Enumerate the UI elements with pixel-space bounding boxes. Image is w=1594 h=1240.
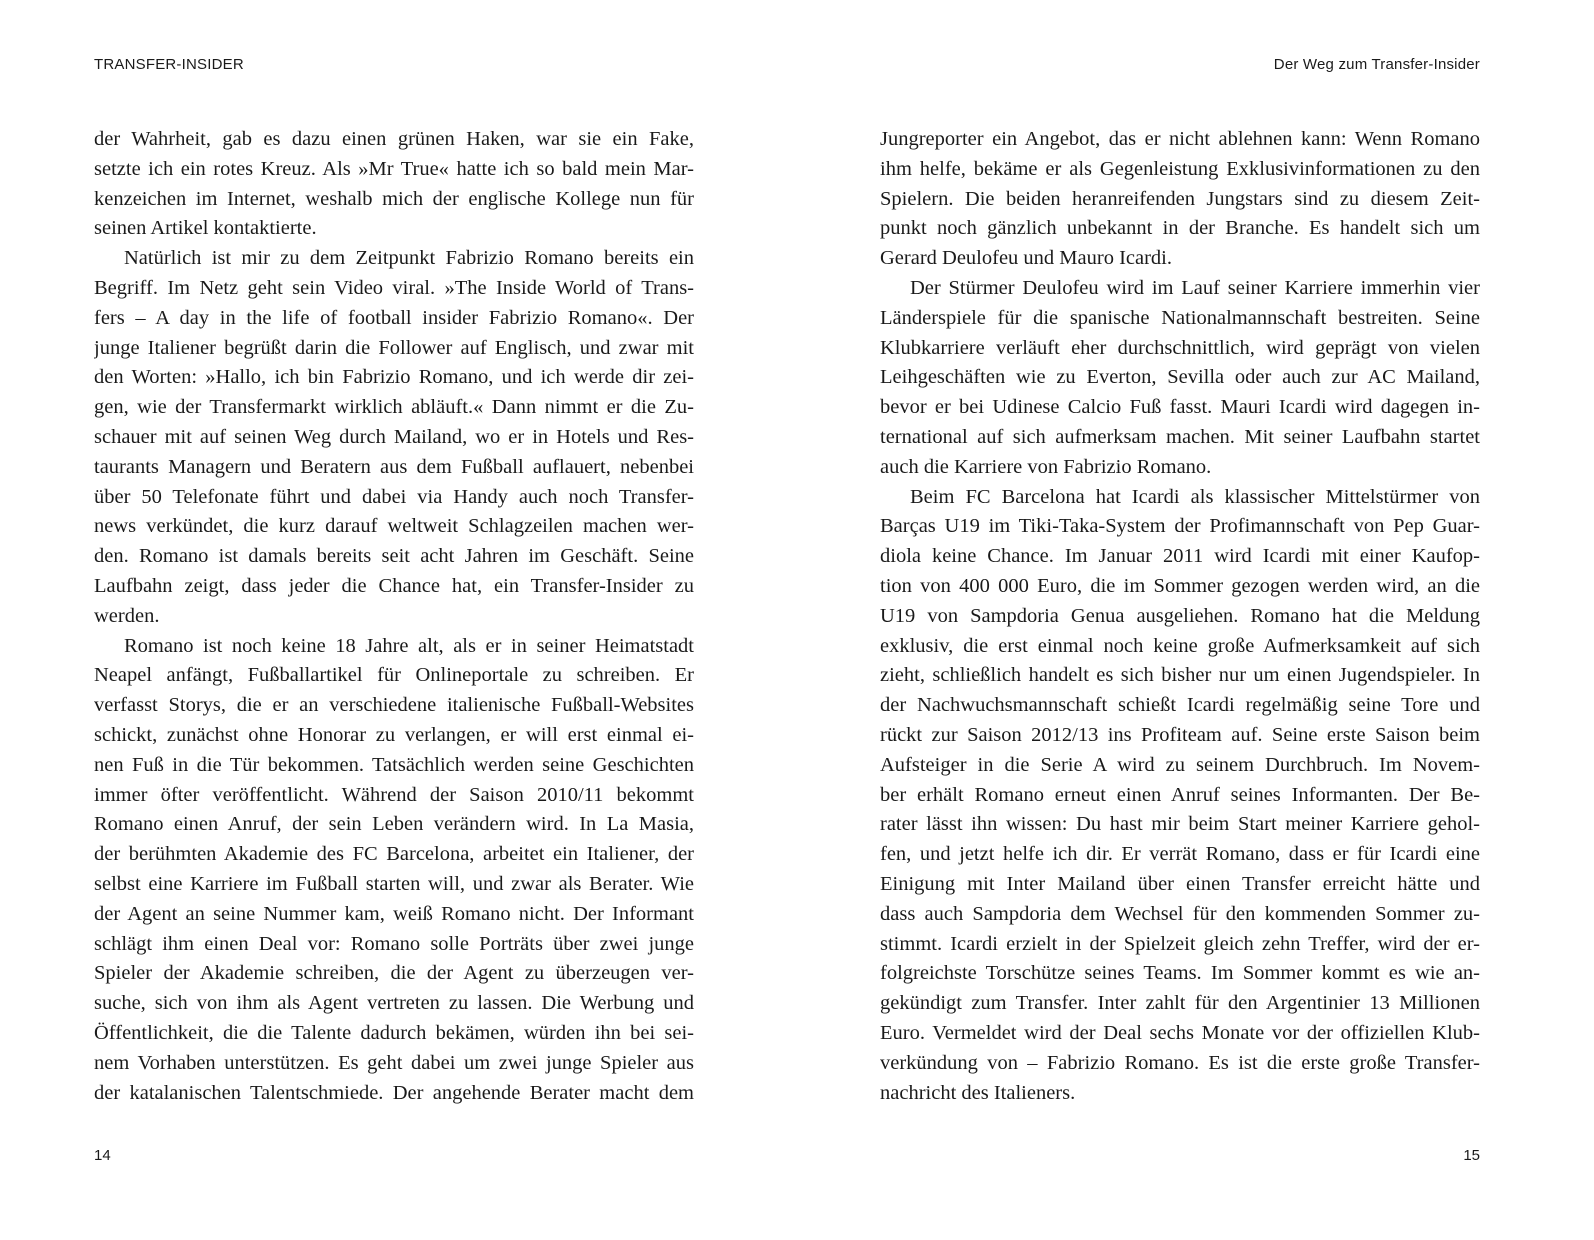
text-line: seinen Artikel kontaktierte.	[94, 217, 317, 240]
text-line: fen, und jetzt helfe ich dir. Er verrät Romano, dass er für Icardi eine	[880, 843, 1480, 866]
text-line: exklusiv, die erst einmal noch keine große Aufmerksamkeit auf sich	[880, 634, 1480, 657]
text-line: rückt zur Saison 2012/13 ins Profiteam auf. Seine erste Saison beim	[880, 723, 1480, 746]
text-line: verfasst Storys, die er an verschiedene italienische Fußball-Websites	[94, 694, 694, 717]
text-line: Spielern. Die beiden heranreifenden Jungstars sind zu diesem Zeit-	[880, 187, 1480, 210]
text-line: ihm helfe, bekäme er als Gegenleistung Exklusivinformationen zu den	[880, 157, 1480, 180]
text-line: zieht, schließlich handelt es sich bisher nur um einen Jugendspieler. In	[880, 664, 1480, 687]
text-line: Euro. Vermeldet wird der Deal sechs Monate vor der offiziellen Klub-	[880, 1021, 1480, 1044]
text-line: schlägt ihm einen Deal vor: Romano solle Porträts über zwei junge	[94, 932, 694, 955]
text-line: schauer mit auf seinen Weg durch Mailand, wo er in Hotels und Res-	[94, 425, 694, 448]
text-line: Einigung mit Inter Mailand über einen Transfer erreicht hätte und	[880, 872, 1480, 895]
text-line: Begriff. Im Netz geht sein Video viral. »The Inside World of Trans-	[94, 276, 694, 299]
text-line: gekündigt zum Transfer. Inter zahlt für den Argentinier 13 Millionen	[880, 992, 1480, 1015]
text-line: suche, sich von ihm als Agent vertreten zu lassen. Die Werbung und	[94, 992, 694, 1015]
text-line: dass auch Sampdoria dem Wechsel für den kommenden Sommer zu-	[880, 902, 1480, 925]
text-line: schickt, zunächst ohne Honorar zu verlangen, er will erst einmal ei-	[94, 723, 694, 746]
text-line: Länderspiele für die spanische Nationalmannschaft bestreiten. Seine	[880, 306, 1480, 329]
text-line: taurants Managern und Beratern aus dem Fußball auflauert, nebenbei	[94, 455, 694, 478]
text-line: nem Vorhaben unterstützen. Es geht dabei um zwei junge Spieler aus	[94, 1051, 694, 1074]
text-line: Romano einen Anruf, der sein Leben verändern wird. In La Masia,	[94, 813, 694, 836]
text-line: den. Romano ist damals bereits seit acht Jahren im Geschäft. Seine	[94, 545, 694, 568]
text-line: werden.	[94, 604, 160, 627]
text-line: über 50 Telefonate führt und dabei via Handy auch noch Transfer-	[94, 485, 694, 508]
text-line: immer öfter veröffentlicht. Während der Saison 2010/11 bekommt	[94, 783, 694, 806]
text-line: Jungreporter ein Angebot, das er nicht ablehnen kann: Wenn Romano	[880, 128, 1480, 150]
text-line: Romano ist noch keine 18 Jahre alt, als er in seiner Heimatstadt	[124, 634, 694, 657]
text-line: der katalanischen Talentschmiede. Der angehende Berater macht dem	[94, 1081, 694, 1104]
text-line: nen Fuß in die Tür bekommen. Tatsächlich werden seine Geschichten	[94, 753, 694, 776]
text-line: stimmt. Icardi erzielt in der Spielzeit gleich zehn Treffer, wird der er-	[880, 932, 1480, 955]
text-line: news verkündet, die kurz darauf weltweit Schlagzeilen machen wer-	[94, 515, 694, 538]
text-line: Natürlich ist mir zu dem Zeitpunkt Fabrizio Romano bereits ein	[124, 247, 694, 270]
text-line: fers – A day in the life of football insider Fabrizio Romano«. Der	[94, 306, 694, 329]
page-number-right: 15	[1463, 1147, 1480, 1164]
text-line: Gerard Deulofeu und Mauro Icardi.	[880, 247, 1173, 270]
text-line: tion von 400 000 Euro, die im Sommer gezogen werden wird, an die	[880, 574, 1480, 597]
text-line: kenzeichen im Internet, weshalb mich der englische Kollege nun für	[94, 187, 694, 210]
text-line: Neapel anfängt, Fußballartikel für Onlineportale zu schreiben. Er	[94, 664, 694, 687]
text-line: der Nachwuchsmannschaft schießt Icardi regelmäßig seine Tore und	[880, 694, 1480, 717]
text-line: der Wahrheit, gab es dazu einen grünen Haken, war sie ein Fake,	[94, 128, 694, 150]
running-head-right: Der Weg zum Transfer-Insider	[1273, 56, 1480, 73]
text-line: setzte ich ein rotes Kreuz. Als »Mr True« hatte ich so bald mein Mar-	[94, 157, 694, 180]
text-line: auch die Karriere von Fabrizio Romano.	[880, 455, 1212, 478]
page-number-left: 14	[94, 1147, 111, 1164]
text-line: folgreichste Torschütze seines Teams. Im Sommer kommt es wie an-	[880, 962, 1480, 985]
text-line: Leihgeschäften wie zu Everton, Sevilla oder auch zur AC Mailand,	[880, 366, 1480, 389]
running-head-left: TRANSFER-INSIDER	[94, 56, 244, 73]
left-page	[94, 0, 694, 1240]
text-line: rater lässt ihn wissen: Du hast mir beim Start meiner Karriere gehol-	[880, 813, 1480, 836]
text-line: nachricht des Italieners.	[880, 1081, 1076, 1104]
text-line: bevor er bei Udinese Calcio Fuß fasst. Mauri Icardi wird dagegen in-	[880, 396, 1480, 419]
text-line: diola keine Chance. Im Januar 2011 wird Icardi mit einer Kaufop-	[880, 545, 1480, 568]
text-line: junge Italiener begrüßt darin die Follower auf Englisch, und zwar mit	[94, 336, 694, 359]
text-line: Klubkarriere verläuft eher durchschnittlich, wird geprägt von vielen	[880, 336, 1480, 359]
text-line: den Worten: »Hallo, ich bin Fabrizio Romano, und ich werde dir zei-	[94, 366, 694, 389]
text-line: Aufsteiger in die Serie A wird zu seinem Durchbruch. Im Novem-	[880, 753, 1480, 776]
text-line: ber erhält Romano erneut einen Anruf seines Informanten. Der Be-	[880, 783, 1480, 806]
text-line: Beim FC Barcelona hat Icardi als klassischer Mittelstürmer von	[910, 485, 1480, 508]
text-line: Laufbahn zeigt, dass jeder die Chance hat, ein Transfer-Insider zu	[94, 574, 694, 597]
text-line: U19 von Sampdoria Genua ausgeliehen. Romano hat die Meldung	[880, 604, 1480, 627]
text-line: Der Stürmer Deulofeu wird im Lauf seiner Karriere immerhin vier	[910, 276, 1480, 299]
text-line: Öffentlichkeit, die die Talente dadurch bekämen, würden ihn bei sei-	[94, 1021, 694, 1044]
text-line: verkündung von – Fabrizio Romano. Es ist die erste große Transfer-	[880, 1051, 1480, 1074]
left-page-body	[94, 125, 694, 1108]
right-page-body	[880, 125, 1480, 1108]
text-line: der berühmten Akademie des FC Barcelona, arbeitet ein Italiener, der	[94, 843, 694, 866]
text-line: punkt noch gänzlich unbekannt in der Branche. Es handelt sich um	[880, 217, 1480, 240]
right-page	[880, 0, 1480, 1240]
text-line: Spieler der Akademie schreiben, die der Agent zu überzeugen ver-	[94, 962, 694, 985]
text-line: gen, wie der Transfermarkt wirklich abläuft.« Dann nimmt er die Zu-	[94, 396, 694, 419]
text-line: der Agent an seine Nummer kam, weiß Romano nicht. Der Informant	[94, 902, 694, 925]
text-line: Barças U19 im Tiki-Taka-System der Profimannschaft von Pep Guar-	[880, 515, 1480, 538]
text-line: selbst eine Karriere im Fußball starten will, und zwar als Berater. Wie	[94, 872, 694, 895]
text-line: ternational auf sich aufmerksam machen. Mit seiner Laufbahn startet	[880, 425, 1480, 448]
